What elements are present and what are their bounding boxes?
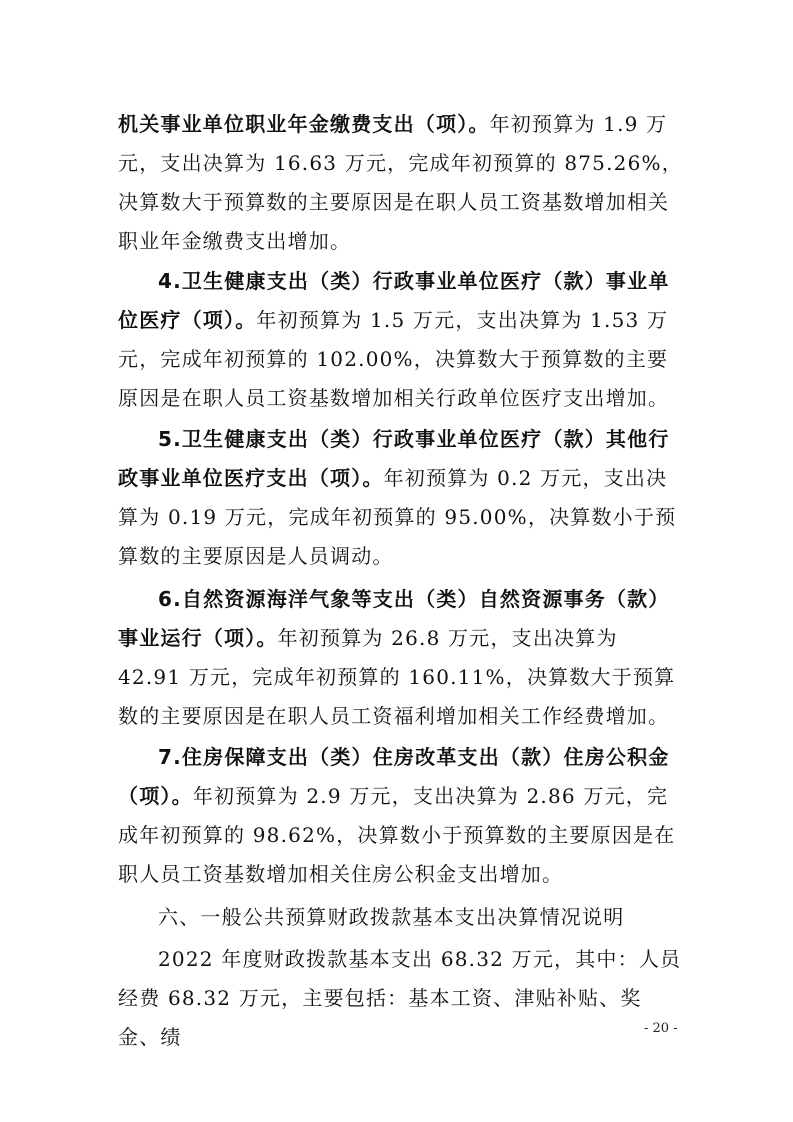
paragraph-housing-fund [118, 738, 683, 894]
paragraph-body: 年初预算为 1.9 万元，支出决算为 16.63 万元，完成年初预算的 875.26%，决算数大于预算数的主要原因是在职人员工资基数增加相关职业年金缴费支出增加。 [118, 112, 683, 253]
paragraph-title: 4.卫生健康支出（类）行政事业单位医疗（款）事业单位医疗（项）。 [118, 269, 670, 332]
page-number: - 20 - [644, 1021, 678, 1036]
paragraph-title: 机关事业单位职业年金缴费支出（项）。 [118, 112, 490, 136]
paragraph-body: 年初预算为 26.8 万元，支出决算为 42.91 万元，完成年初预算的 160.11%，决算数大于预算数的主要原因是在职人员工资福利增加相关工作经费增加。 [118, 626, 676, 728]
paragraph-occupational-annuity [118, 105, 683, 261]
paragraph-body: 年初预算为 2.9 万元，支出决算为 2.86 万元，完成年初预算的 98.62%，决算数小于预算数的主要原因是在职人员工资基数增加相关住房公积金支出增加。 [118, 784, 676, 886]
paragraph-title: 7.住房保障支出（类）住房改革支出（款）住房公积金（项）。 [118, 745, 670, 808]
paragraph-body: 年初预算为 0.2 万元，支出决算为 0.19 万元，完成年初预算的 95.00%，决算数小于预算数的主要原因是人员调动。 [118, 466, 677, 568]
paragraph-title: 6.自然资源海洋气象等支出（类）自然资源事务（款）事业运行（项）。 [118, 587, 670, 650]
section-heading: 六、一般公共预算财政拨款基本支出决算情况说明 [158, 905, 625, 929]
paragraph-title: 5.卫生健康支出（类）行政事业单位医疗（款）其他行政事业单位医疗支出（项）。 [118, 427, 670, 490]
paragraph-institution-medical [118, 262, 683, 418]
paragraph-basic-expenditure: 2022 年度财政拨款基本支出 68.32 万元，其中：人员经费 68.32 万元，主要包括：基本工资、津贴补贴、奖金、绩 [118, 947, 682, 1049]
paragraph-natural-resources [118, 580, 683, 736]
paragraph-other-medical [118, 420, 683, 576]
paragraph-body: 年初预算为 1.5 万元，支出决算为 1.53 万元，完成年初预算的 102.00%，决算数大于预算数的主要原因是在职人员工资基数增加相关行政单位医疗支出增加。 [118, 308, 670, 410]
